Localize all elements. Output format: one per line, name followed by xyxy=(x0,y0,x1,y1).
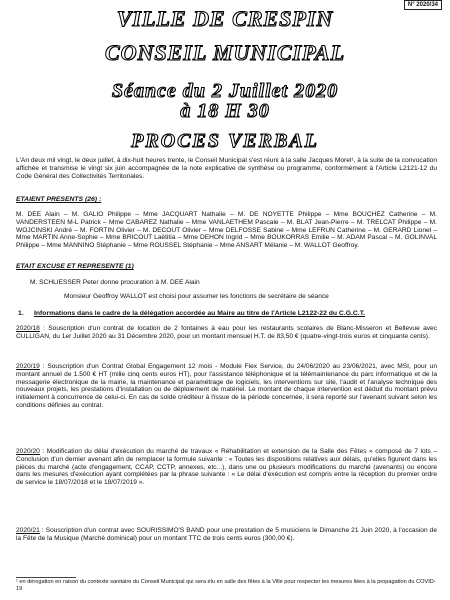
footnote-divider xyxy=(16,577,76,578)
decision-text: : Modification du délai d'exécution du marché de travaux « Réhabilitation et extension de la Salle des Fêtes » composé de 7 lots – Conclusion d'un dernier avenant afin de remplacer la formule suivante : « Toutes les dispositions relatives aux délais, qu'elles figurent dans les pièces du marché (acte d'engagement, CCAP, CCTP, annexes, etc...), dans une ou plusieurs modifications du marché (avenants) ou encore dans les mesures d'exécution ayant complétées par la phrase suivante : « Le délai d'exécution est compris entre la réception du premier ordre de service le 18/07/2018 et le 18/07/2019 ». xyxy=(16,448,437,487)
decision-paragraph xyxy=(16,448,437,487)
item-heading: Informations dans le cadre de la délégation accordée au Maire au titre de l'Article L2122-22 du C.G.C.T. xyxy=(34,310,365,317)
footnote: ¹ en dérogation en raison du contexte sanitaire du Conseil Municipal qui sera élu en salle des fêtes à la Ville pour respecter les mesures liées à la propagation du COVID-19 xyxy=(16,579,436,592)
decision-number: 2020/21 xyxy=(16,527,40,534)
title-proces-verbal: PROCES VERBAL xyxy=(131,130,319,152)
decision-text: : Souscription d'un contrat de location de 2 fontaines à eau pour les restaurants scolaires de Blanc-Misseron et Bellevue avec CULLIGAN, du 1er Juillet 2020 au 31 Décembre 2020, pour un montant mensuel H.T. de 83,50 € (quatre-vingt-trois euros et cinquante cents). xyxy=(16,325,437,340)
decision-number: 2020/19 xyxy=(16,363,40,370)
decision-text: : Souscription d'un Contrat Global Engagement 12 mois - Module Flex Service, du 24/06/2020 au 23/06/2021, avec MSI, pour un montant annuel de 1.500 € HT (mille cinq cents euros HT), pour l'assistance téléphonique et la télémaintenance du parc informatique et de la messagerie électronique de la mairie, la maintenance et paramétrage de logiciels, les interventions sur site, l'audit et l'analyse technique des nouveaux projets, les prestations d'installation ou de déploiement de matériel. Le montant de chaque intervention est déduit du montant prévu initialement à concurrence de celui-ci. En cas de solde créditeur à l'issue de la période concernée, il sera reporté sur l'avenant suivant selon les conditions définies au contrat. xyxy=(16,363,437,409)
decision-number: 2020/18 xyxy=(16,325,40,332)
decision-number: 2020/20 xyxy=(16,448,40,455)
present-list: M. DEE Alain – M. GALIO Philippe – Mme JACQUART Nathalie – M. DE NOYETTE Philippe – Mme BOUCHEZ Catherine – M. VANDERSTEEN M-L Patrick – Mme CABAREZ Nathalie – Mme VANLAETHEM Pascale – M. BLAT Jean-Pierre – M. TRELCAT Philippe – M. WOJCINSKI André – M. FORTIN Olivier – M. DECOUT Olivier – Mme DELFOSSE Sabine – Mme LEFRUN Catherine – M. GERARD Lionel – Mme MARTIN Anne-Sophie – Mme BRICOUT Laëtitia – Mme DEHON Ingrid – Mme BOUKORRAS Emilie – M. ADAM Pascal – M. GOLINVAL Philippe – Mme MANNINO Stéphanie – Mme ROUSSEL Stéphanie – Mme ANSART Mélanie – M. WALLOT Geoffroy. xyxy=(16,211,437,250)
item-number: 1. xyxy=(18,310,24,317)
excuse-heading: ETAIT EXCUSE ET REPRESENTE (1) xyxy=(16,263,134,270)
document-reference: N° 2020/34 xyxy=(404,0,442,10)
decision-paragraph xyxy=(16,527,437,543)
title-session-date: Séance du 2 Juillet 2020 xyxy=(111,80,339,102)
present-heading: ETAIENT PRESENTS (26) : xyxy=(16,196,102,203)
excuse-text: M. SCHLIESSER Peter donne procuration à M. DEE Alain xyxy=(30,279,200,286)
decision-text: : Souscription d'un contrat avec SOURISSIMO'S BAND pour une prestation de 5 musiciens le Dimanche 21 Juin 2020, à l'occasion de la Fête de la Musique (Marché dominical) pour un montant TTC de trois cents euros (300,00 €). xyxy=(16,527,437,542)
intro-paragraph: L'An deux mil vingt, le deux juillet, à dix-huit heures trente, le Conseil Municipal s'est réuni à la salle Jacques Morel¹, à la suite de la convocation affichée et transmise le vingt six juin accompagnée de la note explicative de synthèse ou programme, conformément à l'Article L2121-12 du Code Général des Collectivités Territoriales. xyxy=(16,157,437,180)
title-session-time: à 18 H 30 xyxy=(180,100,270,122)
secretary-text: Monsieur Geoffroy WALLOT est choisi pour assumer les fonctions de secrétaire de séance xyxy=(64,293,329,300)
decision-paragraph xyxy=(16,363,437,410)
title-council: CONSEIL MUNICIPAL xyxy=(104,40,346,65)
title-town: VILLE DE CRESPIN xyxy=(116,6,334,31)
decision-paragraph xyxy=(16,325,437,341)
